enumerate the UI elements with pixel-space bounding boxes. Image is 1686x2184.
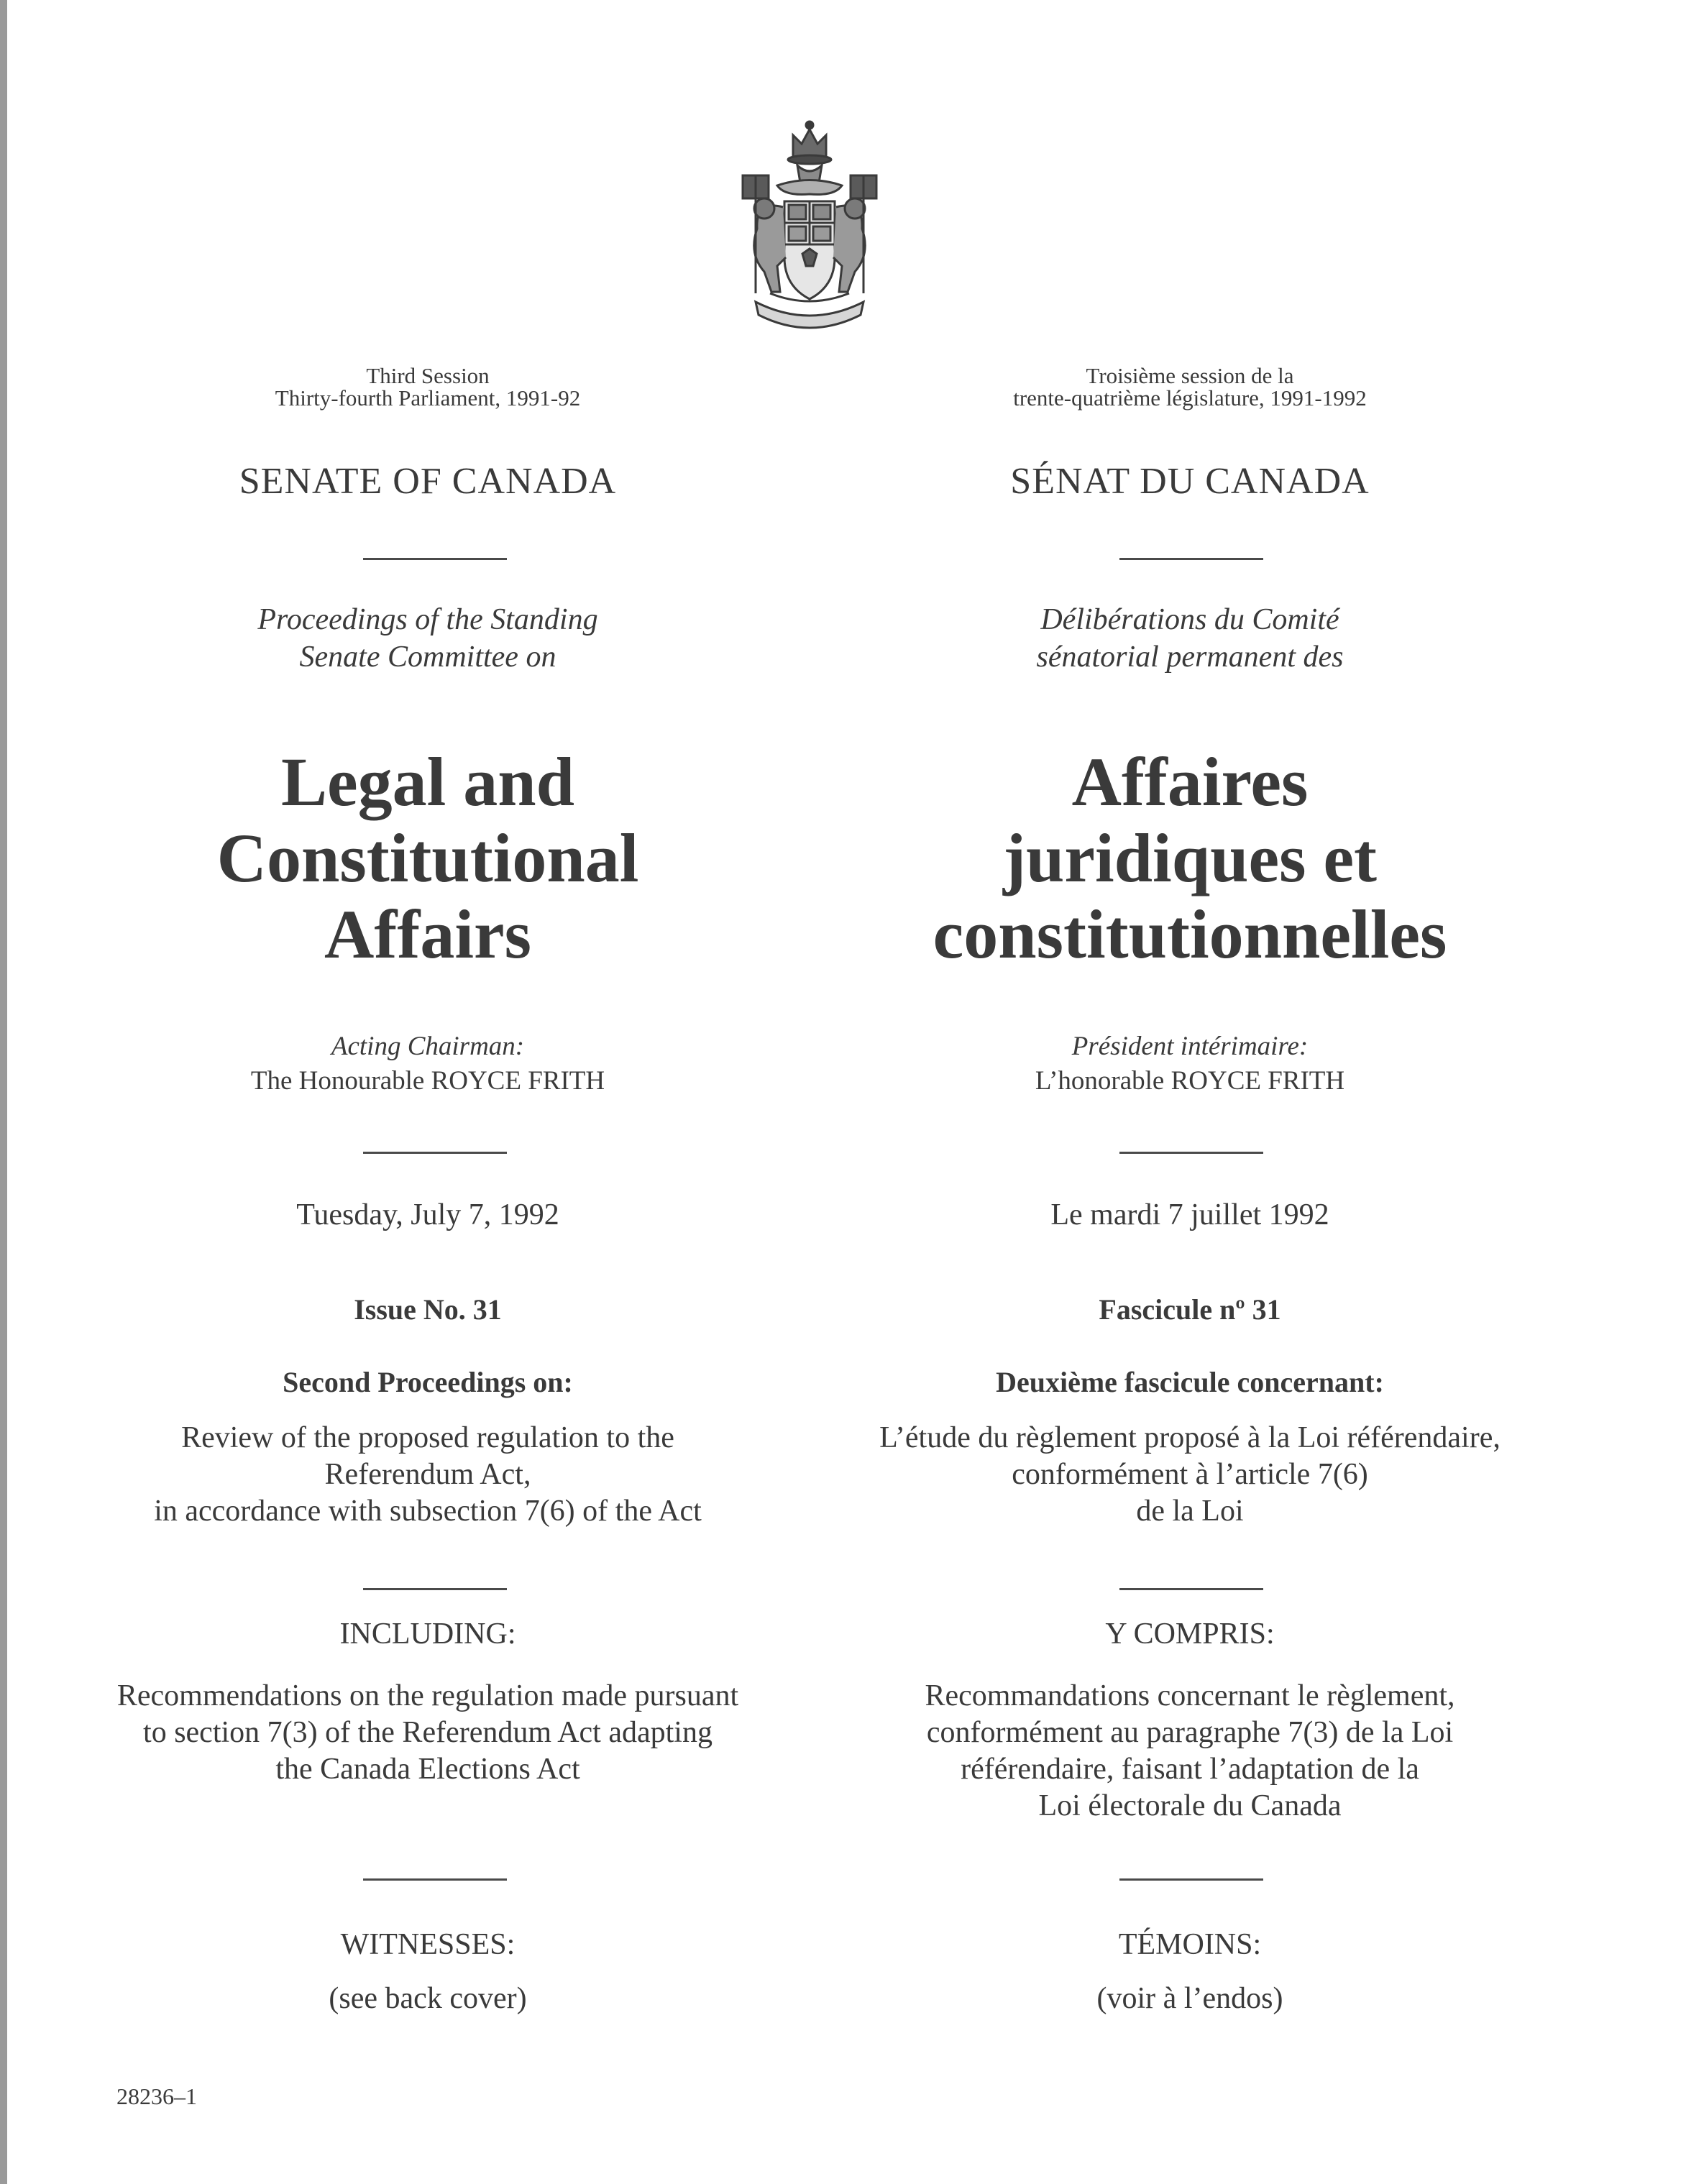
parliament-line: Thirty-fourth Parliament, 1991-92 [275,385,581,410]
divider [1119,558,1263,560]
divider [363,1152,507,1154]
including-heading: INCLUDING: [339,1618,516,1651]
senate-heading: SÉNAT DU CANADA [1010,461,1370,502]
back-cover-note: (see back cover) [329,1982,527,2015]
divider [1119,1588,1263,1590]
recommendations-line: to section 7(3) of the Referendum Act adapting [143,1716,713,1749]
chair-name: The Honourable ROYCE FRITH [250,1066,605,1096]
review-line: in accordance with subsection 7(6) of the Act [154,1495,702,1528]
issue-number: Issue No. 31 [354,1293,502,1326]
meeting-date: Tuesday, July 7, 1992 [296,1198,559,1231]
proceedings-line: Senate Committee on [299,641,556,674]
title-line: constitutionnelles [933,896,1447,973]
including-heading: Y COMPRIS: [1105,1618,1275,1651]
proceedings-line: sénatorial permanent des [1036,641,1344,674]
review-line: conformément à l’article 7(6) [1012,1458,1368,1491]
committee-title [29,744,827,973]
witnesses-heading: WITNESSES: [340,1928,516,1961]
session-line: Troisième session de la [1086,363,1294,388]
review-line: L’étude du règlement proposé à la Loi référendaire, [879,1421,1501,1454]
divider [363,1588,507,1590]
chair-role: Acting Chairman: [331,1032,525,1061]
proceedings-line: Proceedings of the Standing [257,603,598,636]
senate-heading: SENATE OF CANADA [239,461,617,502]
chairman-block [791,1029,1589,1098]
title-line: Affairs [324,896,531,973]
session-info [791,364,1589,409]
recommendations-line: référendaire, faisant l’adaptation de la [961,1753,1419,1786]
proceedings-subtitle [791,601,1589,676]
recommendations-line: conformément au paragraphe 7(3) de la Loi [926,1716,1454,1749]
title-line: Constitutional [216,820,639,896]
meeting-date: Le mardi 7 juillet 1992 [1050,1198,1329,1231]
title-line: juridiques et [1002,820,1378,896]
chair-role: Président intérimaire: [1071,1032,1309,1061]
proceedings-line: Délibérations du Comité [1040,603,1339,636]
divider [1119,1878,1263,1881]
issue-number: Fascicule nº 31 [1099,1293,1281,1326]
recommendations-line: the Canada Elections Act [275,1753,580,1786]
title-line: Legal and [280,743,575,820]
proceedings-heading: Second Proceedings on: [283,1366,573,1398]
review-line: Referendum Act, [324,1458,531,1491]
divider [1119,1152,1263,1154]
review-line: de la Loi [1136,1495,1244,1528]
proceedings-subtitle [29,601,827,676]
review-subject [29,1420,827,1530]
recommendations-text [29,1678,827,1788]
recommendations-line: Recommendations on the regulation made pursuant [116,1679,739,1712]
proceedings-heading: Deuxième fascicule concernant: [996,1366,1384,1398]
review-line: Review of the proposed regulation to the [181,1421,674,1454]
title-line: Affaires [1071,743,1309,820]
recommendations-line: Recommandations concernant le règlement, [925,1679,1455,1712]
parliament-line: trente-quatrième législature, 1991-1992 [1013,385,1367,410]
english-column [29,0,827,2184]
scan-edge [0,0,7,2184]
french-column [791,0,1589,2184]
chair-name: L’honorable ROYCE FRITH [1035,1066,1345,1096]
witnesses-heading: TÉMOINS: [1118,1928,1262,1961]
divider [363,1878,507,1881]
chairman-block [29,1029,827,1098]
recommendations-text [791,1678,1589,1825]
divider [363,558,507,560]
committee-title [791,744,1589,973]
print-code: 28236–1 [116,2083,197,2109]
back-cover-note: (voir à l’endos) [1096,1982,1283,2015]
recommendations-line: Loi électorale du Canada [1038,1789,1342,1822]
session-info [29,364,827,409]
review-subject [791,1420,1589,1530]
session-line: Third Session [366,363,490,388]
